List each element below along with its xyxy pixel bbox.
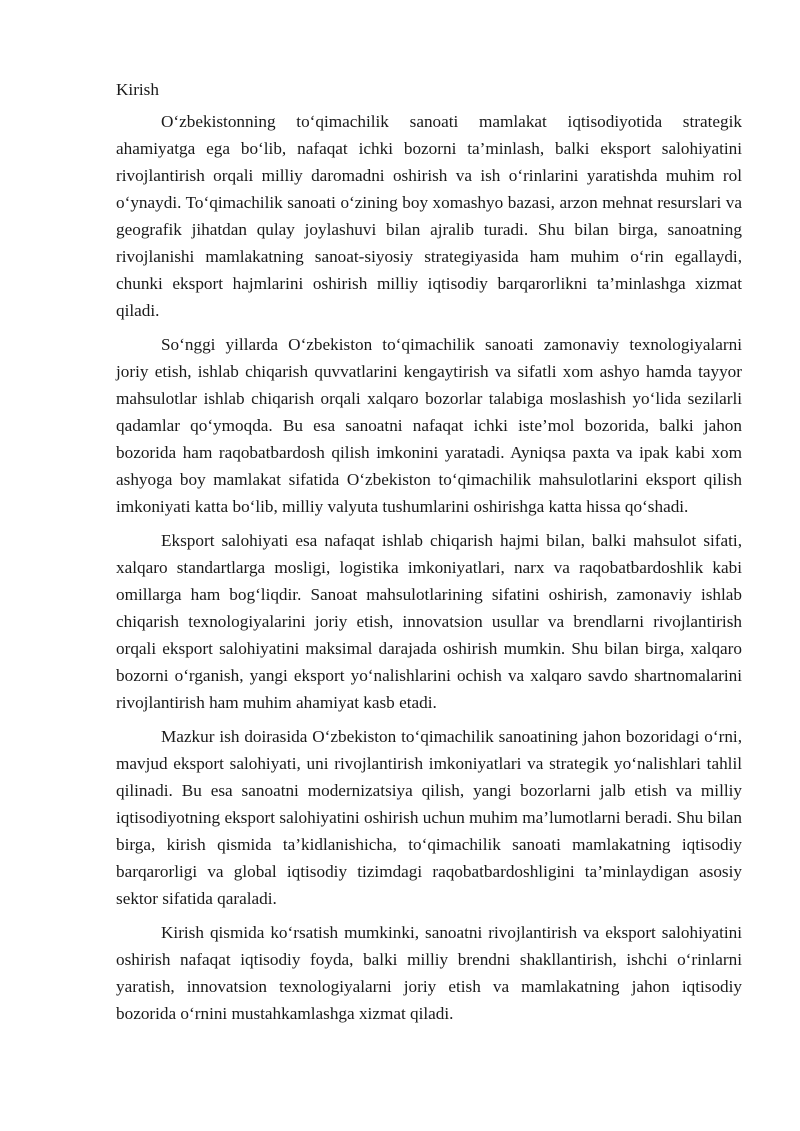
section-heading: Kirish xyxy=(116,80,159,99)
paragraph-2: So‘nggi yillarda O‘zbekiston to‘qimachilik sanoati zamonaviy texnologiyalarni joriy etish, ishlab chiqarish quvvatlarini kengaytirish va sifatli xom ashyo hamda tayyor mahsulotlar ishlab chiqarish orqali xalqaro bozorlar talabiga moslashish yo‘lida sezilarli qadamlar qo‘ymoqda. Bu esa sanoatni nafaqat ichki iste’mol bozorida, balki jahon bozorida ham raqobatbardosh qilish imkonini yaratadi. Ayniqsa paxta va ipak kabi xom ashyoga boy mamlakat sifatida O‘zbekiston to‘qimachilik mahsulotlarini eksport qilish imkoniyati katta bo‘lib, milliy valyuta tushumlarini oshirishga katta hissa qo‘shadi. xyxy=(116,335,742,516)
paragraph-5: Kirish qismida ko‘rsatish mumkinki, sanoatni rivojlantirish va eksport salohiyatini oshirish nafaqat iqtisodiy foyda, balki milliy brendni shakllantirish, ishchi o‘rinlarni yaratish, innovatsion texnologiyalarni joriy etish va mamlakatning jahon iqtisodiy bozorida o‘rnini mustahkamlashga xizmat qiladi. xyxy=(116,923,742,1023)
paragraph-1: O‘zbekistonning to‘qimachilik sanoati mamlakat iqtisodiyotida strategik ahamiyatga ega bo‘lib, nafaqat ichki bozorni ta’minlash, balki eksport salohiyatini rivojlantirish orqali milliy daromadni oshirish va ish o‘rinlarini yaratishda muhim rol o‘ynaydi. To‘qimachilik sanoati o‘zining boy xomashyo bazasi, arzon mehnat resurslari va geografik jihatdan qulay joylashuvi bilan ajralib turadi. Shu bilan birga, sanoatning rivojlanishi mamlakatning sanoat-siyosiy strategiyasida ham muhim o‘rin egallaydi, chunki eksport hajmlarini oshirish milliy iqtisodiy barqarorlikni ta’minlashga xizmat qiladi. xyxy=(116,112,742,320)
document-page xyxy=(116,76,742,1034)
paragraph-4: Mazkur ish doirasida O‘zbekiston to‘qimachilik sanoatining jahon bozoridagi o‘rni, mavjud eksport salohiyati, uni rivojlantirish imkoniyatlari va strategik yo‘nalishlari tahlil qilinadi. Bu esa sanoatni modernizatsiya qilish, yangi bozorlarni jalb etish va milliy iqtisodiyotning eksport salohiyatini oshirish uchun muhim ma’lumotlarni beradi. Shu bilan birga, kirish qismida ta’kidlanishicha, to‘qimachilik sanoati mamlakatning iqtisodiy barqarorligi va global iqtisodiy tizimdagi raqobatbardoshligini ta’minlaydigan asosiy sektor sifatida qaraladi. xyxy=(116,727,742,908)
paragraph-3: Eksport salohiyati esa nafaqat ishlab chiqarish hajmi bilan, balki mahsulot sifati, xalqaro standartlarga mosligi, logistika imkoniyatlari, narx va raqobatbardoshlik kabi omillarga ham bog‘liqdir. Sanoat mahsulotlarining sifatini oshirish, zamonaviy ishlab chiqarish texnologiyalarini joriy etish, innovatsion usullar va brendlarni rivojlantirish orqali eksport salohiyatini maksimal darajada oshirish mumkin. Shu bilan birga, xalqaro bozorni o‘rganish, yangi eksport yo‘nalishlarini ochish va xalqaro savdo shartnomalarini rivojlantirish ham muhim ahamiyat kasb etadi. xyxy=(116,531,742,712)
